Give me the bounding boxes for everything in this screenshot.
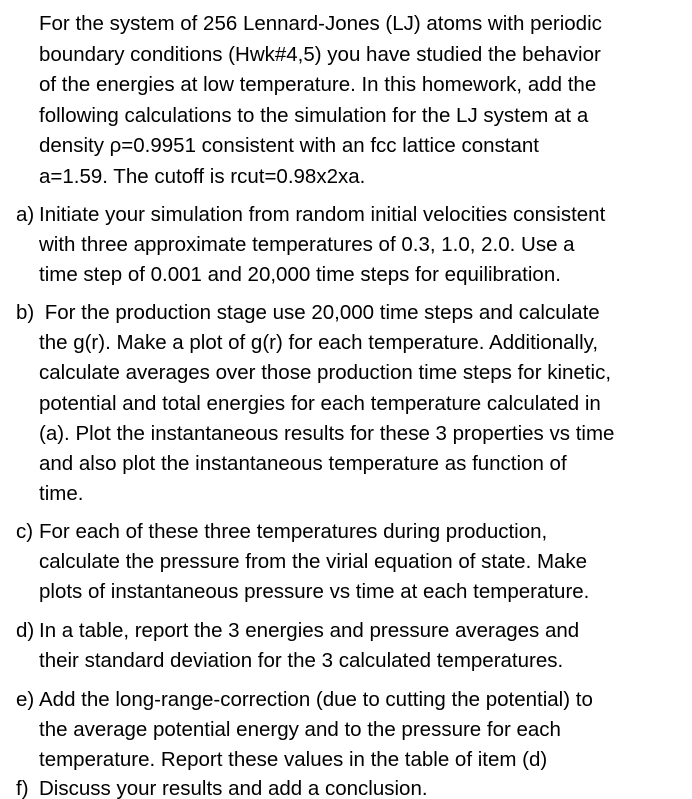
item-line: the average potential energy and to the pressure for each: [39, 718, 561, 742]
item-line: For each of these three temperatures during production,: [39, 520, 548, 543]
item-line: (a). Plot the instantaneous results for these 3 properties vs time: [39, 421, 615, 445]
item-line: their standard deviation for the 3 calculated temperatures.: [39, 649, 564, 673]
item-line: calculate the pressure from the virial equation of state. Make: [39, 550, 588, 574]
item-line: Discuss your results and add a conclusion.: [39, 777, 428, 799]
item-line: plots of instantaneous pressure vs time at each temperature.: [39, 580, 590, 604]
item-line: Initiate your simulation from random initial velocities consistent: [39, 203, 606, 226]
list-item-text: [39, 517, 691, 608]
list-item-text: [39, 685, 691, 776]
item-line: For the production stage use 20,000 time steps and calculate: [39, 301, 600, 324]
intro-line: of the energies at low temperature. In this homework, add the: [39, 73, 597, 96]
item-line: time step of 0.001 and 20,000 time steps for equilibration.: [39, 263, 561, 287]
intro-line: For the system of 256 Lennard-Jones (LJ) atoms with periodic: [39, 12, 602, 35]
item-line: temperature. Report these values in the table of item (d): [39, 748, 548, 772]
list-item-text: [39, 200, 691, 291]
list-marker: b): [16, 301, 35, 324]
list-marker: f): [16, 777, 29, 799]
list-item-text: [39, 616, 691, 676]
intro-line: density ρ=0.9951 consistent with an fcc lattice constant: [39, 134, 539, 157]
intro-line: boundary conditions (Hwk#4,5) you have studied the behavior: [39, 42, 601, 66]
list-marker: d): [16, 619, 35, 642]
item-line: with three approximate temperatures of 0.3, 1.0, 2.0. Use a: [39, 233, 575, 257]
intro-paragraph: [39, 9, 689, 192]
list-marker: c): [16, 520, 34, 543]
item-line: the g(r). Make a plot of g(r) for each temperature. Additionally,: [39, 331, 599, 355]
item-line: time.: [39, 482, 84, 506]
item-line: calculate averages over those production time steps for kinetic,: [39, 361, 612, 385]
list-item-text: [39, 774, 691, 799]
intro-line: a=1.59. The cutoff is rcut=0.98x2xa.: [39, 164, 366, 188]
list-marker: a): [16, 203, 35, 226]
item-line: potential and total energies for each temperature calculated in: [39, 391, 601, 415]
intro-line: following calculations to the simulation for the LJ system at a: [39, 103, 589, 127]
list-marker: e): [16, 688, 35, 711]
item-line: and also plot the instantaneous temperature as function of: [39, 452, 567, 476]
list-item-text: [39, 298, 691, 509]
item-line: Add the long-range-correction (due to cutting the potential) to: [39, 688, 593, 711]
item-line: In a table, report the 3 energies and pressure averages and: [39, 619, 580, 642]
